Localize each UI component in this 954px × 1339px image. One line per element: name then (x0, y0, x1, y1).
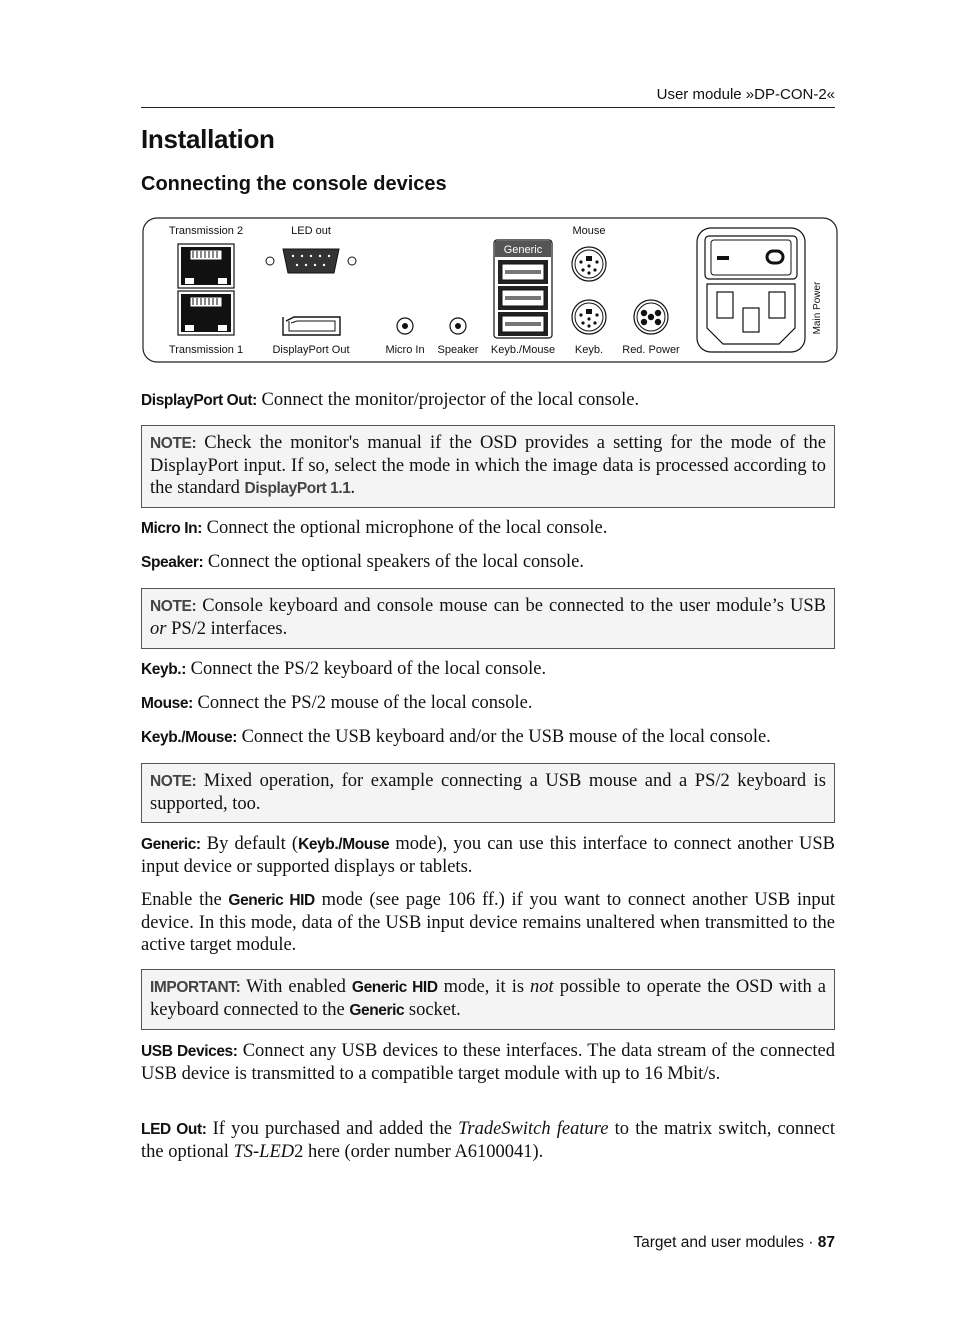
important-label: IMPORTANT: (150, 979, 241, 996)
text-speaker: Connect the optional speakers of the local console. (203, 552, 584, 572)
label-displayport-out: DisplayPort Out (272, 344, 350, 356)
label-generic: Generic (503, 244, 543, 256)
term-usb-devices: USB Devices: (141, 1043, 238, 1060)
para-keyb (141, 658, 835, 681)
note-text: PS/2 interfaces. (166, 619, 288, 639)
para-mouse (141, 692, 835, 715)
displayport-out-port (283, 317, 340, 335)
note-label: NOTE: (150, 773, 197, 790)
note-emphasis: not (530, 977, 554, 997)
text-tradeswitch: TradeSwitch feature (458, 1119, 609, 1139)
text-generic: mode), you can use this interface to connect another USB input device or supported displays or tablets. (141, 834, 835, 877)
para-led-out (141, 1118, 835, 1163)
page-footer (141, 1234, 835, 1252)
note-box-mixed-operation (141, 763, 835, 823)
text-keyb-mouse: Connect the USB keyboard and/or the USB mouse of the local console. (236, 727, 771, 747)
note-text: . (350, 478, 356, 498)
label-keyb-mouse: Keyb./Mouse (490, 344, 556, 356)
label-main-power: Main Power (812, 281, 823, 335)
label-speaker: Speaker (437, 344, 479, 356)
term-mouse: Mouse: (141, 695, 193, 712)
term-keyb-mouse: Keyb./Mouse: (141, 729, 237, 746)
note-text: possible to operate the OSD with a keyboard connected to the (150, 977, 826, 1020)
text-usb-devices: Connect any USB devices to these interfaces. The data stream of the connected USB device is transmitted to a compatible target module with up to 16 Mbit/s. (141, 1041, 836, 1084)
main-power-inlet (697, 228, 805, 352)
note-emphasis: Generic HID (351, 979, 438, 996)
label-mouse: Mouse (572, 225, 606, 237)
text-displayport-out: Connect the monitor/projector of the local console. (256, 390, 640, 410)
label-transmission2: Transmission 2 (168, 225, 244, 237)
text-enable: mode (see page 106 ff.) if you want to connect another USB input device. In this mode, data of the USB input device remains unaltered when transmitted to the active target module. (141, 890, 836, 955)
term-generic-hid: Generic HID (228, 892, 315, 909)
label-micro-in: Micro In (385, 344, 425, 356)
term-displayport-out: DisplayPort Out: (141, 392, 257, 409)
note-text: mode, it is (437, 977, 531, 997)
redundant-power-socket (634, 300, 668, 334)
term-generic: Generic: (141, 836, 201, 853)
note-text: Mixed operation, for example connecting a USB mouse and a PS/2 keyboard is supported, too. (150, 771, 826, 814)
ps2-keyboard-port (572, 300, 606, 334)
text-keyb: Connect the PS/2 keyboard of the local console. (185, 659, 547, 679)
note-label: NOTE: (150, 598, 197, 615)
para-micro-in (141, 517, 835, 540)
para-keyb-mouse (141, 726, 835, 749)
micro-in-jack (397, 318, 413, 334)
term-speaker: Speaker: (141, 554, 204, 571)
text-led-out: If you purchased and added the (206, 1119, 459, 1139)
label-led-out: LED out (291, 225, 331, 237)
note-text: With enabled (240, 977, 352, 997)
label-transmission1: Transmission 1 (168, 344, 244, 356)
note-emphasis: DisplayPort 1.1 (244, 480, 351, 497)
term-led-out: LED Out: (141, 1121, 207, 1138)
note-label: NOTE: (150, 435, 197, 452)
page-title: Installation (141, 124, 275, 154)
para-speaker (141, 551, 835, 574)
term-keyb-mouse-inline: Keyb./Mouse (298, 836, 390, 853)
note-box-important (141, 969, 835, 1030)
rj45-port-transmission1 (178, 291, 234, 335)
footer-section: Target and user modules · (633, 1234, 818, 1251)
speaker-jack (450, 318, 466, 334)
section-title: Connecting the console devices (141, 173, 447, 195)
label-keyb: Keyb. (574, 344, 604, 356)
text-mouse: Connect the PS/2 mouse of the local console. (192, 693, 533, 713)
note-text: Check the monitor's manual if the OSD provides a setting for the mode of the DisplayPort input. If so, select the mode in which the image data is processed according to the standard (150, 433, 826, 498)
note-emphasis: or (150, 619, 167, 639)
rj45-port-transmission2 (178, 244, 234, 288)
para-usb-devices (141, 1040, 835, 1085)
running-header: User module »DP-CON-2« (141, 86, 835, 108)
para-enable-generic-hid (141, 889, 835, 956)
text-micro-in: Connect the optional microphone of the local console. (201, 518, 608, 538)
para-displayport-out (141, 389, 835, 412)
note-text: socket. (404, 1000, 461, 1020)
para-generic (141, 833, 835, 878)
text-enable: Enable the (141, 890, 229, 910)
note-emphasis: Generic (349, 1002, 405, 1019)
rear-panel-diagram (141, 216, 839, 364)
text-led-out: 2 here (order number A6100041). (294, 1142, 544, 1162)
page-number: 87 (817, 1234, 835, 1251)
note-text: Console keyboard and console mouse can be connected to the user module’s USB (196, 596, 826, 616)
term-micro-in: Micro In: (141, 520, 202, 537)
note-box-displayport (141, 425, 835, 508)
text-ts-led: TS-LED (233, 1142, 295, 1162)
ps2-mouse-port (572, 247, 606, 281)
text-led-out: to the matrix switch, connect the optional (141, 1119, 835, 1162)
label-red-power: Red. Power (622, 344, 680, 356)
term-keyb: Keyb.: (141, 661, 186, 678)
text-generic: By default ( (200, 834, 299, 854)
note-box-keyboard-mouse (141, 588, 835, 649)
